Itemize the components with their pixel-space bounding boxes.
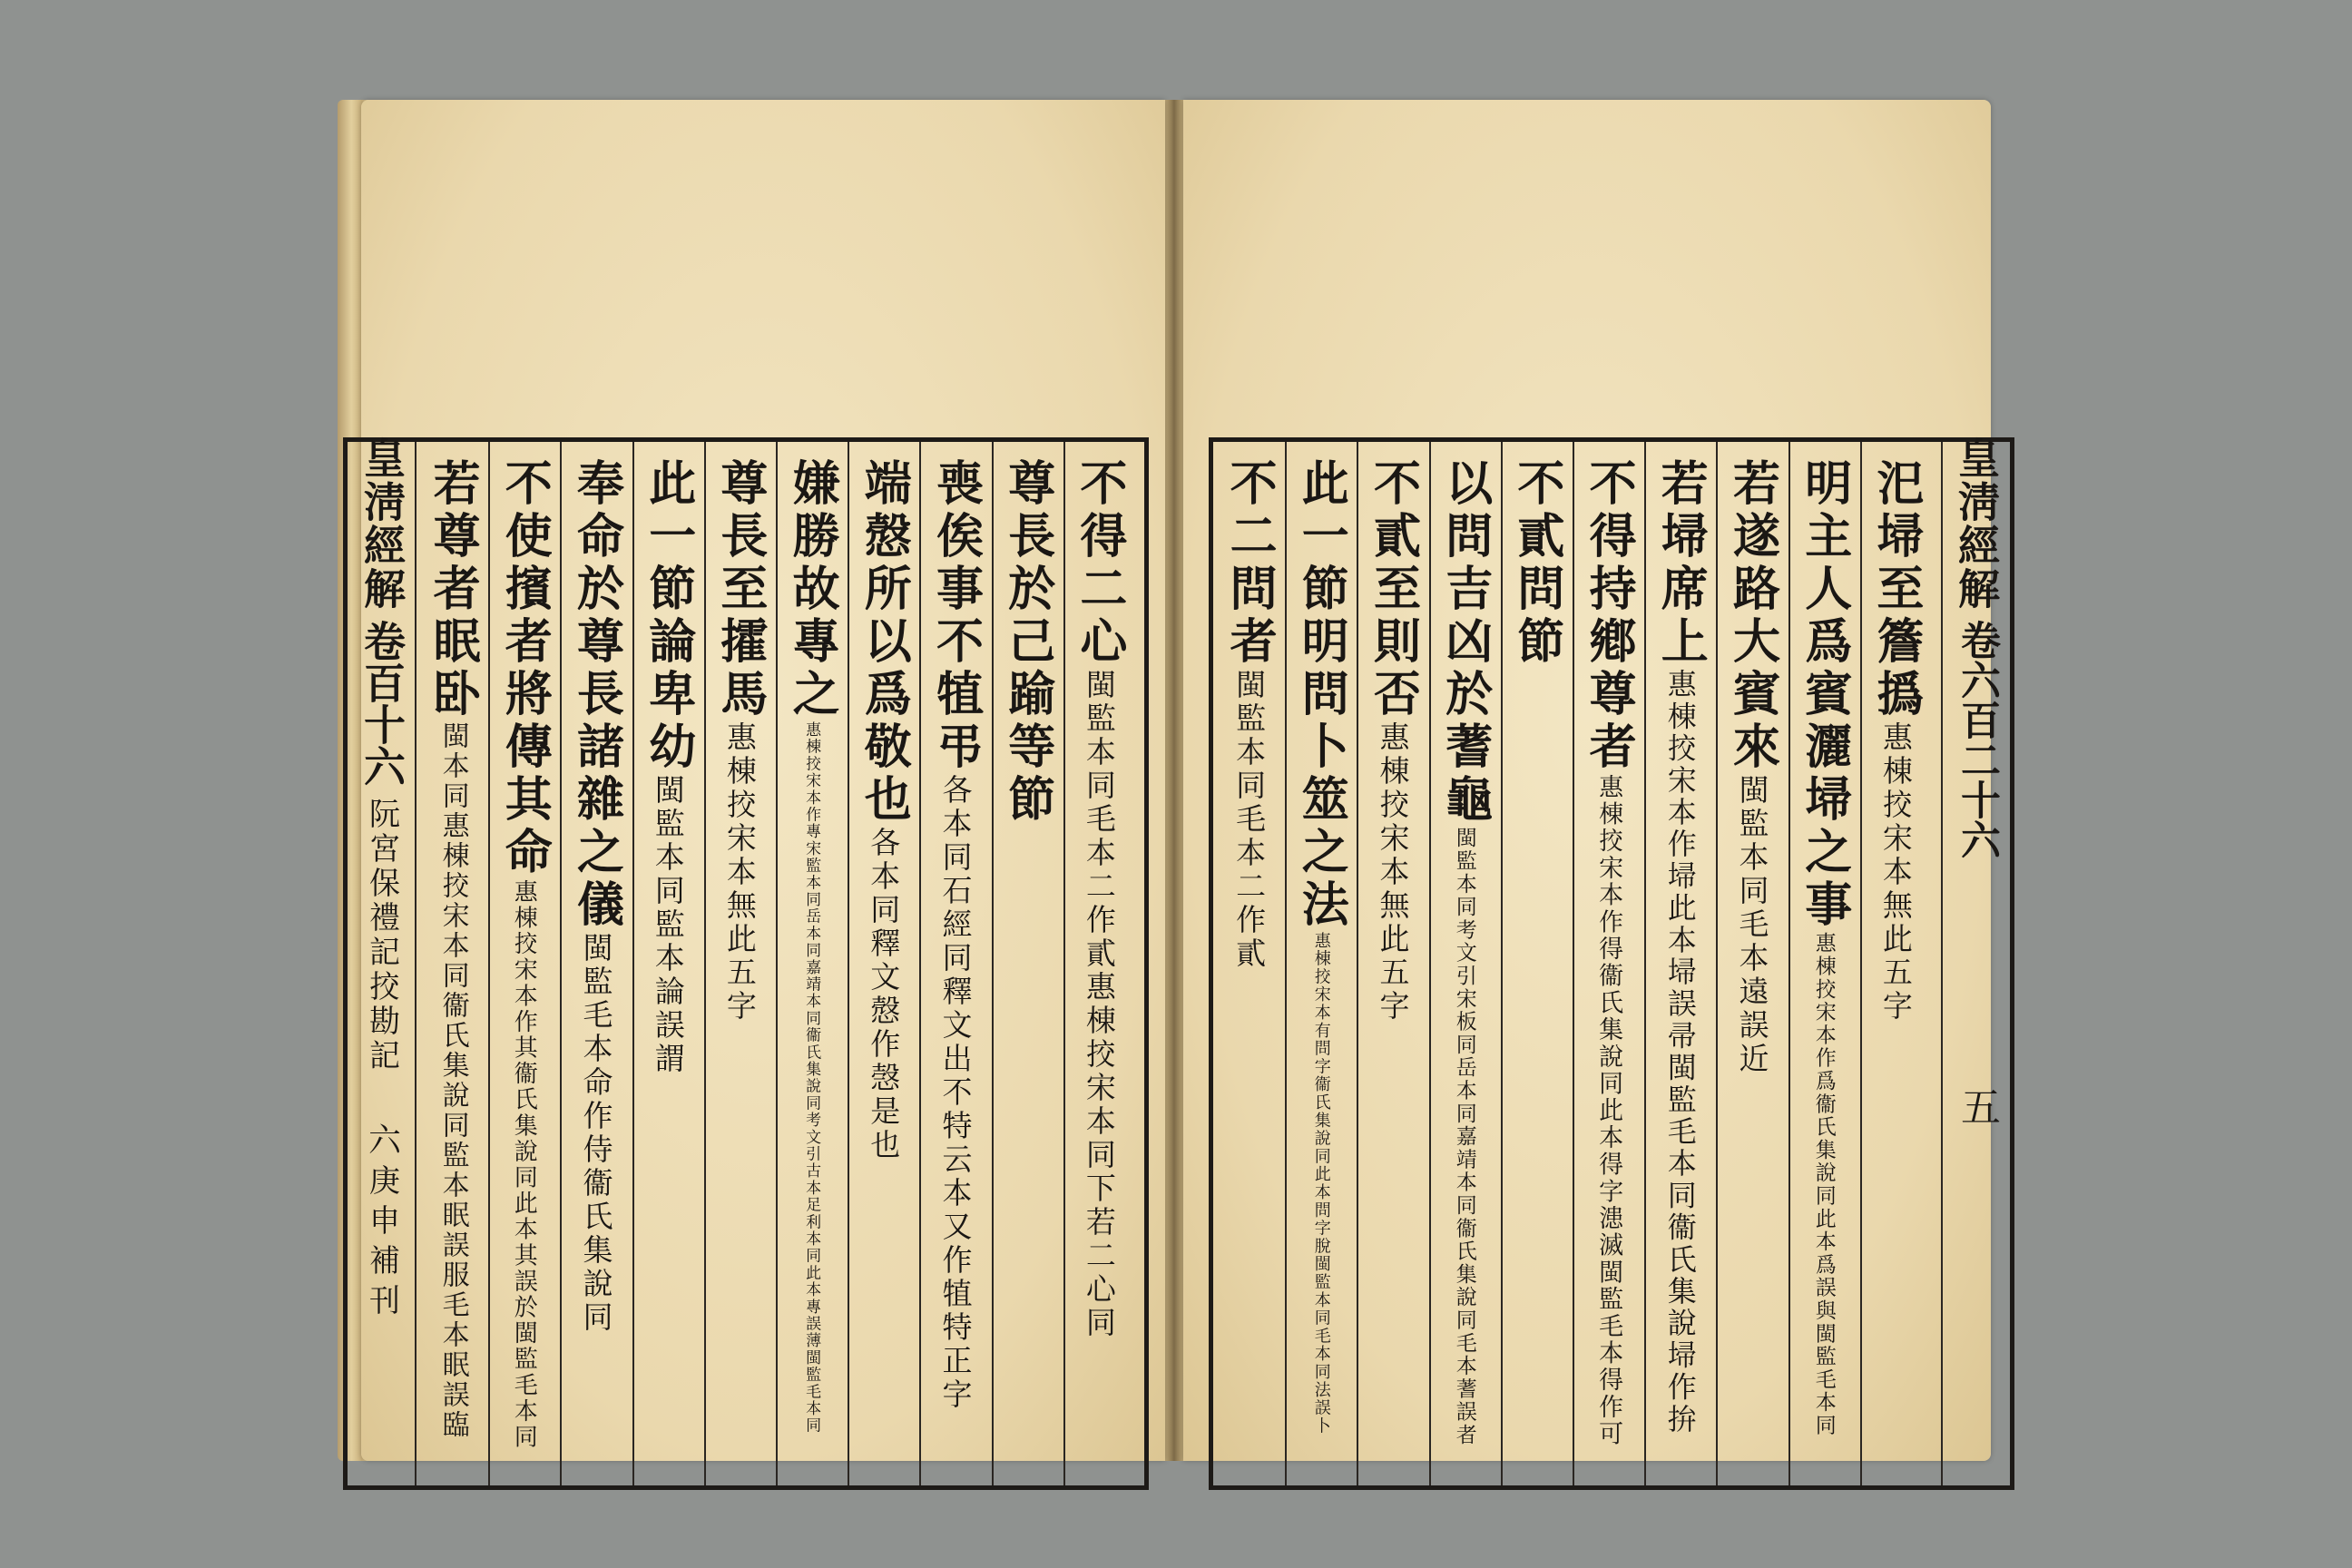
column-rule (1501, 442, 1503, 1485)
annotation-line: 惠棟挍宋本作埽此本埽誤帚閩監毛本同衞氏集說埽作拚 (1662, 669, 1698, 1436)
main-text: 喪俟事不犆弔 (927, 458, 984, 774)
main-text: 此一節論卑幼 (640, 458, 696, 774)
annotation-line: 閩監本同毛本二作貳 (1231, 669, 1268, 971)
right-text-column (1429, 442, 1501, 1485)
left-text-column (560, 442, 632, 1485)
right-margin-column (1948, 436, 2004, 1485)
column-rule (1860, 442, 1862, 1485)
right-text-column (1644, 442, 1716, 1485)
right-text-column (1573, 442, 1644, 1485)
annotation-line: 閩監本同毛本遠誤近 (1734, 774, 1770, 1076)
main-text: 若遂路大賓來 (1724, 458, 1780, 774)
main-text: 不得二心 (1071, 458, 1127, 669)
annotation-text (1228, 669, 1270, 971)
column-rule (919, 442, 921, 1485)
column-rule (848, 442, 849, 1485)
annotation-text (1450, 827, 1480, 1446)
left-text-column (704, 442, 776, 1485)
column-rule (1716, 442, 1718, 1485)
right-text-column (1213, 442, 1285, 1485)
column-rule (1357, 442, 1358, 1485)
left-margin-volume: 卷百十六 (358, 620, 407, 787)
left-text-column (992, 442, 1063, 1485)
annotation-line: 惠棟挍宋本作爲衞氏集說同此本爲誤與閩監毛本同 (1811, 932, 1836, 1437)
left-margin-title: 皇淸經解 (358, 436, 407, 611)
column-rule (992, 442, 994, 1485)
left-text-column (632, 442, 704, 1485)
main-text: 若埽席上 (1652, 458, 1709, 669)
column-rule (1429, 442, 1431, 1485)
annotation-text (719, 721, 761, 1024)
annotation-text (1730, 774, 1773, 1076)
annotation-text (433, 721, 473, 1440)
column-rule (1788, 442, 1790, 1485)
main-text: 此一節明問卜筮之法 (1293, 458, 1349, 932)
column-rule (488, 442, 490, 1485)
left-margin-footer: 庚申補刊 (363, 1164, 400, 1324)
main-text: 奉命於尊長諸雜之儀 (568, 458, 624, 932)
right-margin-title: 皇淸經解 (1952, 436, 2001, 611)
left-text-column (776, 442, 848, 1485)
annotation-line: 閩監本同毛本二作貳惠棟挍宋本同下若二心同 (1081, 669, 1117, 1340)
annotation-line: 惠棟挍宋本作得衞氏集說同此本得字漶滅閩監毛本得作可 (1594, 774, 1623, 1448)
left-text-column (488, 442, 560, 1485)
column-rule (1063, 442, 1065, 1485)
annotation-text (934, 774, 976, 1412)
main-text: 以問吉凶於蓍龜 (1436, 458, 1493, 827)
main-text: 不貳問節 (1508, 458, 1564, 669)
main-text: 明主人爲賓灑埽之事 (1796, 458, 1852, 932)
annotation-text (800, 721, 823, 1434)
column-rule (1941, 442, 1943, 1485)
left-text-column (919, 442, 991, 1485)
main-text: 嫌勝故專之 (784, 458, 840, 721)
main-text: 不二問者 (1221, 458, 1278, 669)
annotation-line: 惠棟挍宋本無此五字 (1375, 721, 1411, 1024)
main-text: 不使擯者將傳其命 (496, 458, 553, 879)
main-text: 尊長於己踰等節 (999, 458, 1055, 827)
column-rule (776, 442, 778, 1485)
right-leaf-number: 五 (1954, 1086, 2000, 1126)
right-text-column (1501, 442, 1573, 1485)
column-rule (1573, 442, 1574, 1485)
main-text: 不貳至則否 (1365, 458, 1421, 721)
annotation-text (574, 932, 617, 1335)
annotation-line: 惠棟挍宋本作其衞氏集說同此本其誤於閩監毛本同 (510, 879, 538, 1451)
left-page (358, 100, 1165, 1461)
annotation-text (507, 879, 541, 1450)
right-margin-volume: 卷六百二十六 (1954, 620, 2000, 859)
main-text: 端慤所以爲敬也 (856, 458, 912, 827)
annotation-line: 各本同釋文慤作愨是也 (866, 827, 902, 1162)
left-margin-source: 阮宮保禮記挍勘記 (363, 798, 400, 1073)
annotation-line: 各本同石經同釋文出不特云本又作犆特正字 (937, 774, 974, 1412)
annotation-text (862, 827, 905, 1162)
right-page-frame (1209, 437, 2014, 1490)
column-rule (632, 442, 634, 1485)
column-rule (1644, 442, 1646, 1485)
right-text-column (1860, 442, 1932, 1485)
right-text-column (1357, 442, 1428, 1485)
annotation-text (1591, 774, 1626, 1448)
annotation-line: 惠棟挍宋本作專宋監本同岳本同嘉靖本同衞氏集說同考文引古本足利本同此本專誤薄閩監毛本同 (802, 721, 821, 1435)
left-page-frame (343, 437, 1149, 1490)
annotation-line: 閩監毛本命作侍衞氏集說同 (578, 932, 614, 1335)
right-page (1183, 100, 2001, 1461)
left-text-column (1063, 442, 1135, 1485)
annotation-line: 惠棟挍宋本無此五字 (721, 721, 758, 1024)
left-text-column (416, 442, 488, 1485)
book-gutter (1163, 100, 1185, 1461)
right-text-column (1788, 442, 1860, 1485)
annotation-line: 閩監本同考文引宋板同岳本同嘉靖本同衞氏集說同毛本蓍誤者 (1452, 827, 1476, 1447)
left-text-column (848, 442, 919, 1485)
column-rule (704, 442, 706, 1485)
annotation-text (1371, 721, 1414, 1024)
annotation-text (1809, 932, 1839, 1437)
annotation-line: 惠棟挍宋本有問字衞氏集說同此本問字脫閩監本同毛本同法誤卜 (1311, 932, 1331, 1436)
column-rule (560, 442, 562, 1485)
annotation-line: 閩本同惠棟挍宋本同衞氏集說同監本眠誤服毛本眠誤臨 (436, 721, 469, 1440)
annotation-text (1078, 669, 1121, 1340)
main-text: 若尊者眠卧 (425, 458, 481, 721)
annotation-text (1309, 932, 1333, 1435)
left-leaf-number: 六 (363, 1122, 401, 1155)
main-text: 不得持鄕尊者 (1581, 458, 1637, 774)
main-text: 尊長至攉馬 (711, 458, 768, 721)
left-margin-column (355, 436, 409, 1485)
annotation-line: 惠棟挍宋本無此五字 (1877, 721, 1914, 1024)
right-text-column (1716, 442, 1788, 1485)
main-text: 汜埽至簷撝 (1867, 458, 1924, 721)
annotation-text (1660, 669, 1701, 1436)
right-text-column (1285, 442, 1357, 1485)
annotation-line: 閩監本同監本論誤謂 (650, 774, 686, 1076)
annotation-text (647, 774, 690, 1076)
annotation-text (1875, 721, 1917, 1024)
column-rule (1285, 442, 1287, 1485)
